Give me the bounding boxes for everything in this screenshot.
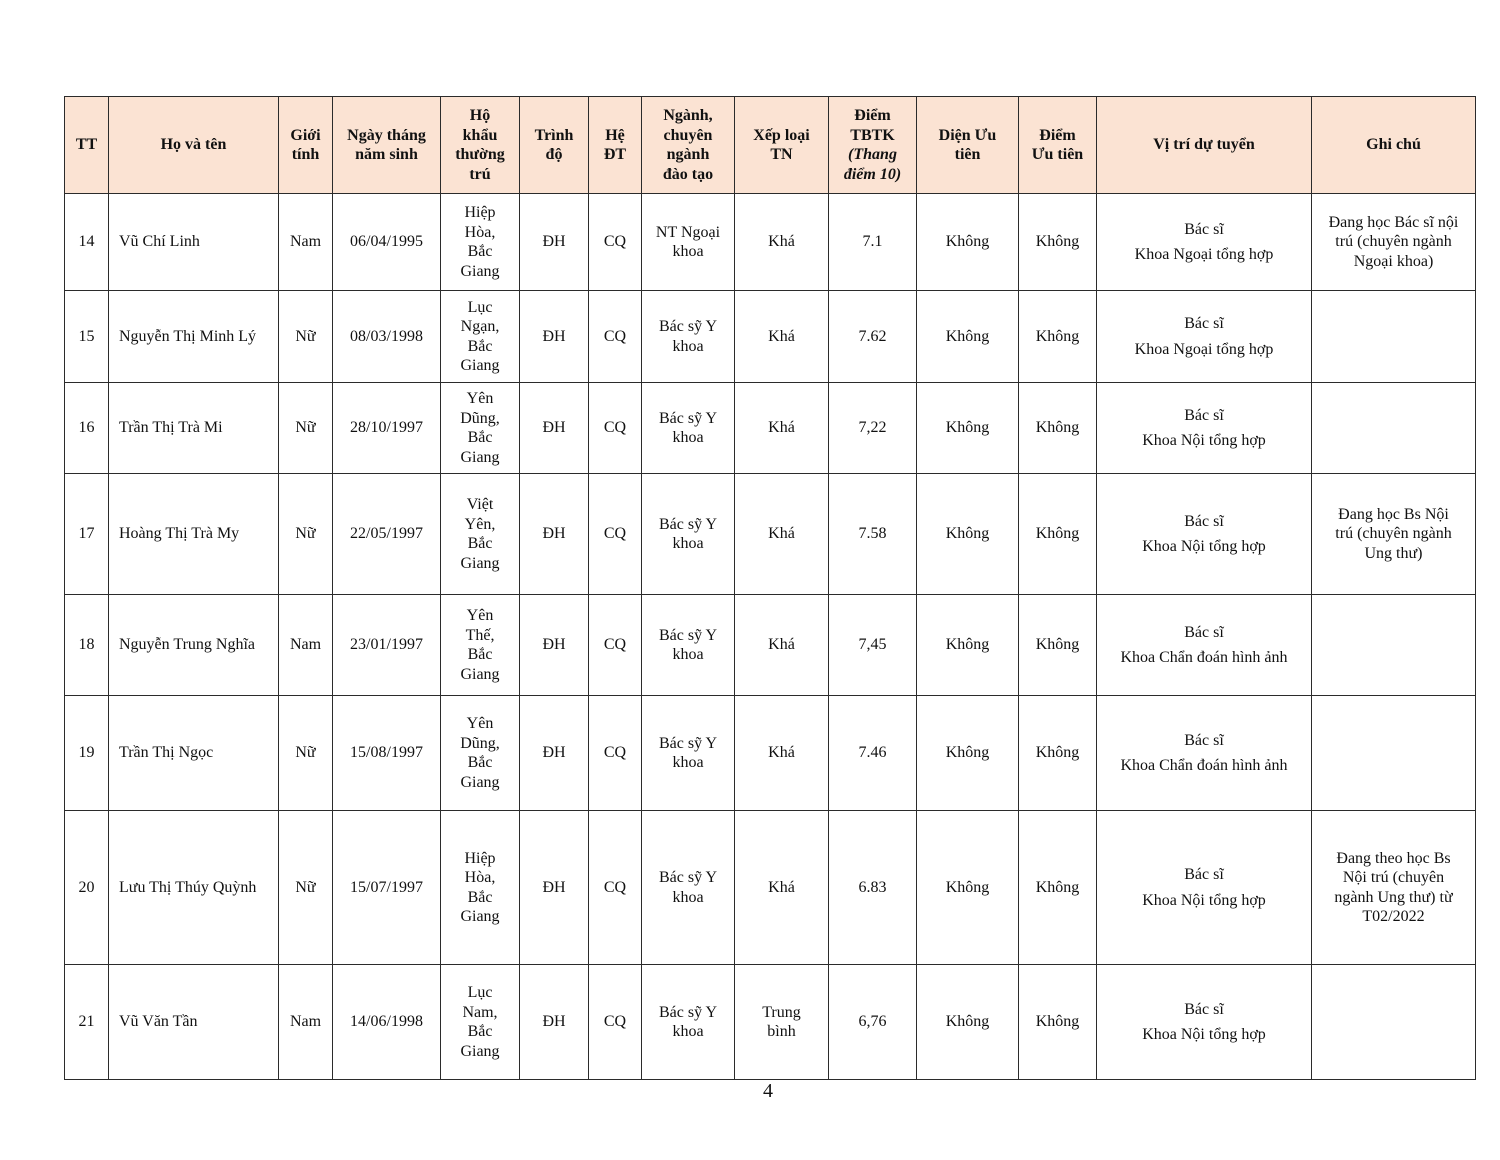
table-row: [65, 474, 1476, 595]
cell-position: [1097, 474, 1312, 595]
cell-priority-group: Không: [917, 194, 1019, 291]
cell-name: Trần Thị Ngọc: [109, 696, 279, 811]
cell-name: Vũ Chí Linh: [109, 194, 279, 291]
header-level-line: Trình: [534, 126, 574, 144]
cell-residence-line: Giang: [460, 1042, 500, 1060]
cell-residence-line: Lục: [467, 984, 493, 1001]
cell-residence: [441, 811, 520, 965]
cell-position: [1097, 194, 1312, 291]
cell-note: [1312, 291, 1476, 383]
cell-level: ĐH: [520, 474, 589, 595]
cell-major-line: Bác sỹ Y: [658, 515, 718, 533]
header-residence-line: Hộ: [469, 107, 491, 124]
table-body: [65, 194, 1476, 1080]
cell-residence-line: Bắc: [467, 1023, 493, 1040]
cell-mode: CQ: [589, 383, 642, 474]
header-priority-points-line: Ưu tiên: [1031, 146, 1084, 163]
table-row: [65, 595, 1476, 696]
cell-grade-line: Khá: [768, 327, 795, 345]
cell-score: 6.83: [829, 811, 917, 965]
cell-major-line: khoa: [672, 535, 704, 552]
header-score-scale-line: (Thang: [848, 146, 897, 163]
cell-grade: [735, 965, 829, 1080]
cell-grade: [735, 696, 829, 811]
cell-major: [642, 595, 735, 696]
cell-dob: 28/10/1997: [333, 383, 441, 474]
cell-priority-group: Không: [917, 595, 1019, 696]
cell-gender: Nam: [279, 595, 333, 696]
cell-dob: 08/03/1998: [333, 291, 441, 383]
cell-residence-line: Hiệp: [464, 849, 496, 867]
cell-gender: Nữ: [279, 383, 333, 474]
table-header-row: [65, 97, 1476, 194]
cell-residence-line: Giang: [460, 448, 500, 466]
cell-grade: [735, 474, 829, 595]
cell-note: [1312, 696, 1476, 811]
cell-residence: [441, 474, 520, 595]
cell-grade-line: Khá: [768, 744, 795, 762]
cell-residence-line: Bắc: [467, 646, 493, 663]
header-score: [829, 97, 917, 194]
cell-score: 7,45: [829, 595, 917, 696]
cell-major-line: Bác sỹ Y: [658, 409, 718, 427]
cell-note: [1312, 474, 1476, 595]
cell-tt: 16: [65, 383, 109, 474]
cell-priority-points: Không: [1019, 965, 1097, 1080]
cell-residence: [441, 595, 520, 696]
cell-residence-line: Thế,: [465, 626, 495, 644]
cell-priority-points: Không: [1019, 474, 1097, 595]
cell-residence: [441, 696, 520, 811]
cell-tt: 14: [65, 194, 109, 291]
cell-major-line: Bác sỹ Y: [658, 734, 718, 752]
cell-residence-line: Yên: [466, 390, 494, 407]
cell-position: [1097, 965, 1312, 1080]
cell-major: [642, 194, 735, 291]
cell-major: [642, 696, 735, 811]
cell-score: 7.58: [829, 474, 917, 595]
cell-name: Lưu Thị Thúy Quỳnh: [109, 811, 279, 965]
header-priority-points: [1019, 97, 1097, 194]
table-row: [65, 696, 1476, 811]
cell-residence: [441, 291, 520, 383]
cell-note-line: Nội trú (chuyên: [1342, 869, 1445, 886]
cell-score: 6,76: [829, 965, 917, 1080]
position-title: Bác sĩ: [1184, 220, 1224, 238]
cell-major-line: khoa: [672, 646, 704, 663]
cell-mode: CQ: [589, 965, 642, 1080]
table-row: [65, 965, 1476, 1080]
cell-residence-line: Bắc: [467, 754, 493, 771]
position-department: Khoa Nội tổng hợp: [1142, 891, 1266, 909]
cell-grade-line: bình: [767, 1023, 796, 1040]
cell-priority-points: Không: [1019, 383, 1097, 474]
cell-note-line: ngành Ung thư) từ: [1334, 888, 1453, 906]
cell-note-line: Đang học Bác sĩ nội: [1328, 213, 1459, 231]
cell-level: ĐH: [520, 194, 589, 291]
header-score-scale-line: điểm 10): [843, 165, 902, 183]
cell-level: ĐH: [520, 696, 589, 811]
header-residence: [441, 97, 520, 194]
cell-gender: Nam: [279, 194, 333, 291]
cell-priority-points: Không: [1019, 811, 1097, 965]
position-title: Bác sĩ: [1184, 731, 1224, 749]
header-mode: [589, 97, 642, 194]
header-major: [642, 97, 735, 194]
table-row: [65, 194, 1476, 291]
cell-residence: [441, 383, 520, 474]
position-department: Khoa Ngoại tổng hợp: [1134, 246, 1274, 263]
position-title: Bác sĩ: [1184, 406, 1224, 424]
header-major-line: đào tạo: [662, 165, 714, 183]
cell-residence-line: Dũng,: [460, 734, 500, 752]
cell-priority-group: Không: [917, 811, 1019, 965]
cell-residence-line: Bắc: [467, 243, 493, 260]
cell-grade: [735, 194, 829, 291]
cell-priority-points: Không: [1019, 291, 1097, 383]
header-name: Họ và tên: [109, 97, 279, 194]
cell-residence-line: Yên: [466, 715, 494, 732]
header-residence-line: thường: [455, 146, 505, 163]
cell-residence-line: Nam,: [462, 1003, 498, 1021]
cell-gender: Nữ: [279, 291, 333, 383]
cell-priority-group: Không: [917, 965, 1019, 1080]
cell-major-line: khoa: [672, 243, 704, 260]
cell-mode: CQ: [589, 474, 642, 595]
cell-level: ĐH: [520, 595, 589, 696]
table-row: [65, 383, 1476, 474]
cell-major: [642, 811, 735, 965]
cell-major-line: NT Ngoại: [655, 223, 721, 241]
cell-score: 7.1: [829, 194, 917, 291]
cell-grade-line: Khá: [768, 419, 795, 437]
cell-position: [1097, 595, 1312, 696]
cell-major-line: Bác sỹ Y: [658, 869, 718, 886]
cell-residence: [441, 965, 520, 1080]
cell-major-line: Bác sỹ Y: [658, 318, 718, 335]
cell-note: [1312, 194, 1476, 291]
position-department: Khoa Nội tổng hợp: [1142, 432, 1266, 449]
header-priority-points-line: Điểm: [1039, 126, 1076, 144]
cell-mode: CQ: [589, 194, 642, 291]
cell-residence-line: Giang: [460, 357, 500, 374]
cell-note: [1312, 595, 1476, 696]
cell-position: [1097, 383, 1312, 474]
cell-gender: Nữ: [279, 811, 333, 965]
cell-grade-line: Khá: [768, 878, 795, 896]
cell-note: [1312, 383, 1476, 474]
cell-priority-points: Không: [1019, 194, 1097, 291]
header-tt: TT: [65, 97, 109, 194]
cell-name: Nguyễn Trung Nghĩa: [109, 595, 279, 696]
header-major-line: ngành: [666, 146, 710, 163]
cell-tt: 21: [65, 965, 109, 1080]
cell-name: Hoàng Thị Trà My: [109, 474, 279, 595]
cell-residence-line: Bắc: [467, 888, 493, 906]
cell-tt: 15: [65, 291, 109, 383]
cell-note-line: trú (chuyên ngành: [1335, 233, 1452, 251]
header-gender-line: Giới: [290, 126, 321, 144]
header-score-line: TBTK: [850, 126, 895, 144]
header-mode-line: ĐT: [603, 146, 627, 163]
cell-priority-group: Không: [917, 383, 1019, 474]
cell-level: ĐH: [520, 383, 589, 474]
cell-tt: 20: [65, 811, 109, 965]
cell-priority-points: Không: [1019, 696, 1097, 811]
cell-priority-group: Không: [917, 474, 1019, 595]
position-department: Khoa Ngoại tổng hợp: [1134, 340, 1274, 358]
cell-name: Trần Thị Trà Mi: [109, 383, 279, 474]
position-department: Khoa Nội tổng hợp: [1142, 538, 1266, 555]
cell-note: [1312, 965, 1476, 1080]
cell-position: [1097, 696, 1312, 811]
header-grade-line: Xếp loại: [753, 126, 810, 144]
cell-level: ĐH: [520, 811, 589, 965]
header-dob-line: năm sinh: [355, 146, 418, 163]
cell-name: Nguyễn Thị Minh Lý: [109, 291, 279, 383]
cell-major: [642, 474, 735, 595]
cell-residence-line: Việt: [466, 496, 494, 513]
header-position: Vị trí dự tuyển: [1097, 97, 1312, 194]
cell-residence-line: Giang: [460, 665, 500, 683]
cell-major: [642, 965, 735, 1080]
position-title: Bác sĩ: [1184, 1000, 1224, 1018]
cell-score: 7,22: [829, 383, 917, 474]
cell-residence-line: Giang: [460, 773, 500, 791]
cell-residence-line: Giang: [460, 554, 500, 572]
cell-residence-line: Giang: [460, 262, 500, 280]
cell-position: [1097, 811, 1312, 965]
cell-score: 7.62: [829, 291, 917, 383]
cell-grade: [735, 595, 829, 696]
header-residence-line: trú: [469, 165, 491, 183]
cell-major-line: khoa: [672, 429, 704, 446]
cell-residence-line: Hòa,: [464, 869, 496, 886]
cell-note: [1312, 811, 1476, 965]
cell-note-line: trú (chuyên ngành: [1335, 525, 1452, 543]
cell-score: 7.46: [829, 696, 917, 811]
cell-note-line: Ung thư): [1364, 544, 1423, 562]
header-dob-line: Ngày tháng: [347, 126, 426, 144]
page-number: 4: [763, 1080, 773, 1102]
header-residence-line: khẩu: [462, 126, 498, 144]
cell-residence-line: Giang: [460, 908, 500, 925]
header-note: Ghi chú: [1312, 97, 1476, 194]
cell-priority-group: Không: [917, 291, 1019, 383]
cell-priority-group: Không: [917, 696, 1019, 811]
position-department: Khoa Chẩn đoán hình ảnh: [1120, 649, 1288, 666]
cell-major-line: khoa: [672, 1023, 704, 1040]
table-row: [65, 811, 1476, 965]
header-major-line: Ngành,: [663, 107, 713, 124]
cell-gender: Nữ: [279, 474, 333, 595]
header-level: [520, 97, 589, 194]
table-row: [65, 291, 1476, 383]
position-title: Bác sĩ: [1184, 512, 1224, 530]
cell-major: [642, 291, 735, 383]
cell-residence-line: Lục: [467, 298, 493, 316]
cell-grade: [735, 291, 829, 383]
position-department: Khoa Nội tổng hợp: [1142, 1026, 1266, 1043]
cell-grade-line: Trung: [762, 1003, 801, 1021]
header-grade-line: TN: [770, 146, 793, 163]
cell-residence-line: Yên,: [464, 515, 496, 533]
cell-residence-line: Yên: [466, 607, 494, 624]
header-priority-group: [917, 97, 1019, 194]
cell-major-line: khoa: [672, 754, 704, 771]
cell-residence-line: Bắc: [467, 429, 493, 446]
header-level-line: độ: [545, 146, 563, 163]
cell-residence-line: Hòa,: [464, 223, 496, 241]
cell-major-line: Bác sỹ Y: [658, 626, 718, 644]
cell-grade: [735, 811, 829, 965]
cell-major-line: Bác sỹ Y: [658, 1003, 718, 1021]
cell-grade: [735, 383, 829, 474]
cell-mode: CQ: [589, 696, 642, 811]
cell-level: ĐH: [520, 965, 589, 1080]
cell-major-line: khoa: [672, 337, 704, 355]
cell-gender: Nam: [279, 965, 333, 1080]
cell-mode: CQ: [589, 811, 642, 965]
header-gender-line: tính: [291, 146, 320, 163]
position-title: Bác sĩ: [1184, 315, 1224, 332]
cell-note-line: Ngoại khoa): [1353, 252, 1434, 270]
cell-dob: 22/05/1997: [333, 474, 441, 595]
header-grade: [735, 97, 829, 194]
cell-priority-points: Không: [1019, 595, 1097, 696]
position-department: Khoa Chẩn đoán hình ảnh: [1120, 757, 1288, 774]
cell-residence-line: Dũng,: [460, 409, 500, 427]
cell-tt: 18: [65, 595, 109, 696]
cell-name: Vũ Văn Tần: [109, 965, 279, 1080]
cell-gender: Nữ: [279, 696, 333, 811]
header-priority-group-line: tiên: [954, 146, 981, 163]
cell-grade-line: Khá: [768, 636, 795, 654]
cell-level: ĐH: [520, 291, 589, 383]
cell-major: [642, 383, 735, 474]
cell-residence-line: Hiệp: [464, 204, 496, 221]
cell-dob: 15/08/1997: [333, 696, 441, 811]
cell-dob: 15/07/1997: [333, 811, 441, 965]
cell-major-line: khoa: [672, 888, 704, 906]
position-title: Bác sĩ: [1184, 623, 1224, 641]
cell-dob: 14/06/1998: [333, 965, 441, 1080]
cell-residence-line: Bắc: [467, 337, 493, 355]
header-priority-group-line: Diện Ưu: [938, 126, 997, 144]
header-major-line: chuyên: [663, 126, 713, 144]
cell-mode: CQ: [589, 291, 642, 383]
header-dob: [333, 97, 441, 194]
cell-tt: 19: [65, 696, 109, 811]
position-title: Bác sĩ: [1184, 866, 1224, 883]
cell-residence-line: Bắc: [467, 535, 493, 552]
header-score-line: Điểm: [854, 107, 891, 124]
cell-note-line: Đang học Bs Nội: [1338, 505, 1449, 523]
cell-dob: 23/01/1997: [333, 595, 441, 696]
header-gender: [279, 97, 333, 194]
cell-tt: 17: [65, 474, 109, 595]
cell-note-line: Đang theo học Bs: [1336, 849, 1451, 867]
cell-position: [1097, 291, 1312, 383]
header-mode-line: Hệ: [605, 126, 625, 144]
cell-grade-line: Khá: [768, 525, 795, 543]
cell-grade-line: Khá: [768, 233, 795, 251]
cell-residence: [441, 194, 520, 291]
cell-note-line: T02/2022: [1362, 908, 1425, 925]
cell-dob: 06/04/1995: [333, 194, 441, 291]
cell-residence-line: Ngạn,: [460, 318, 500, 335]
candidate-table: [64, 96, 1476, 1080]
cell-mode: CQ: [589, 595, 642, 696]
